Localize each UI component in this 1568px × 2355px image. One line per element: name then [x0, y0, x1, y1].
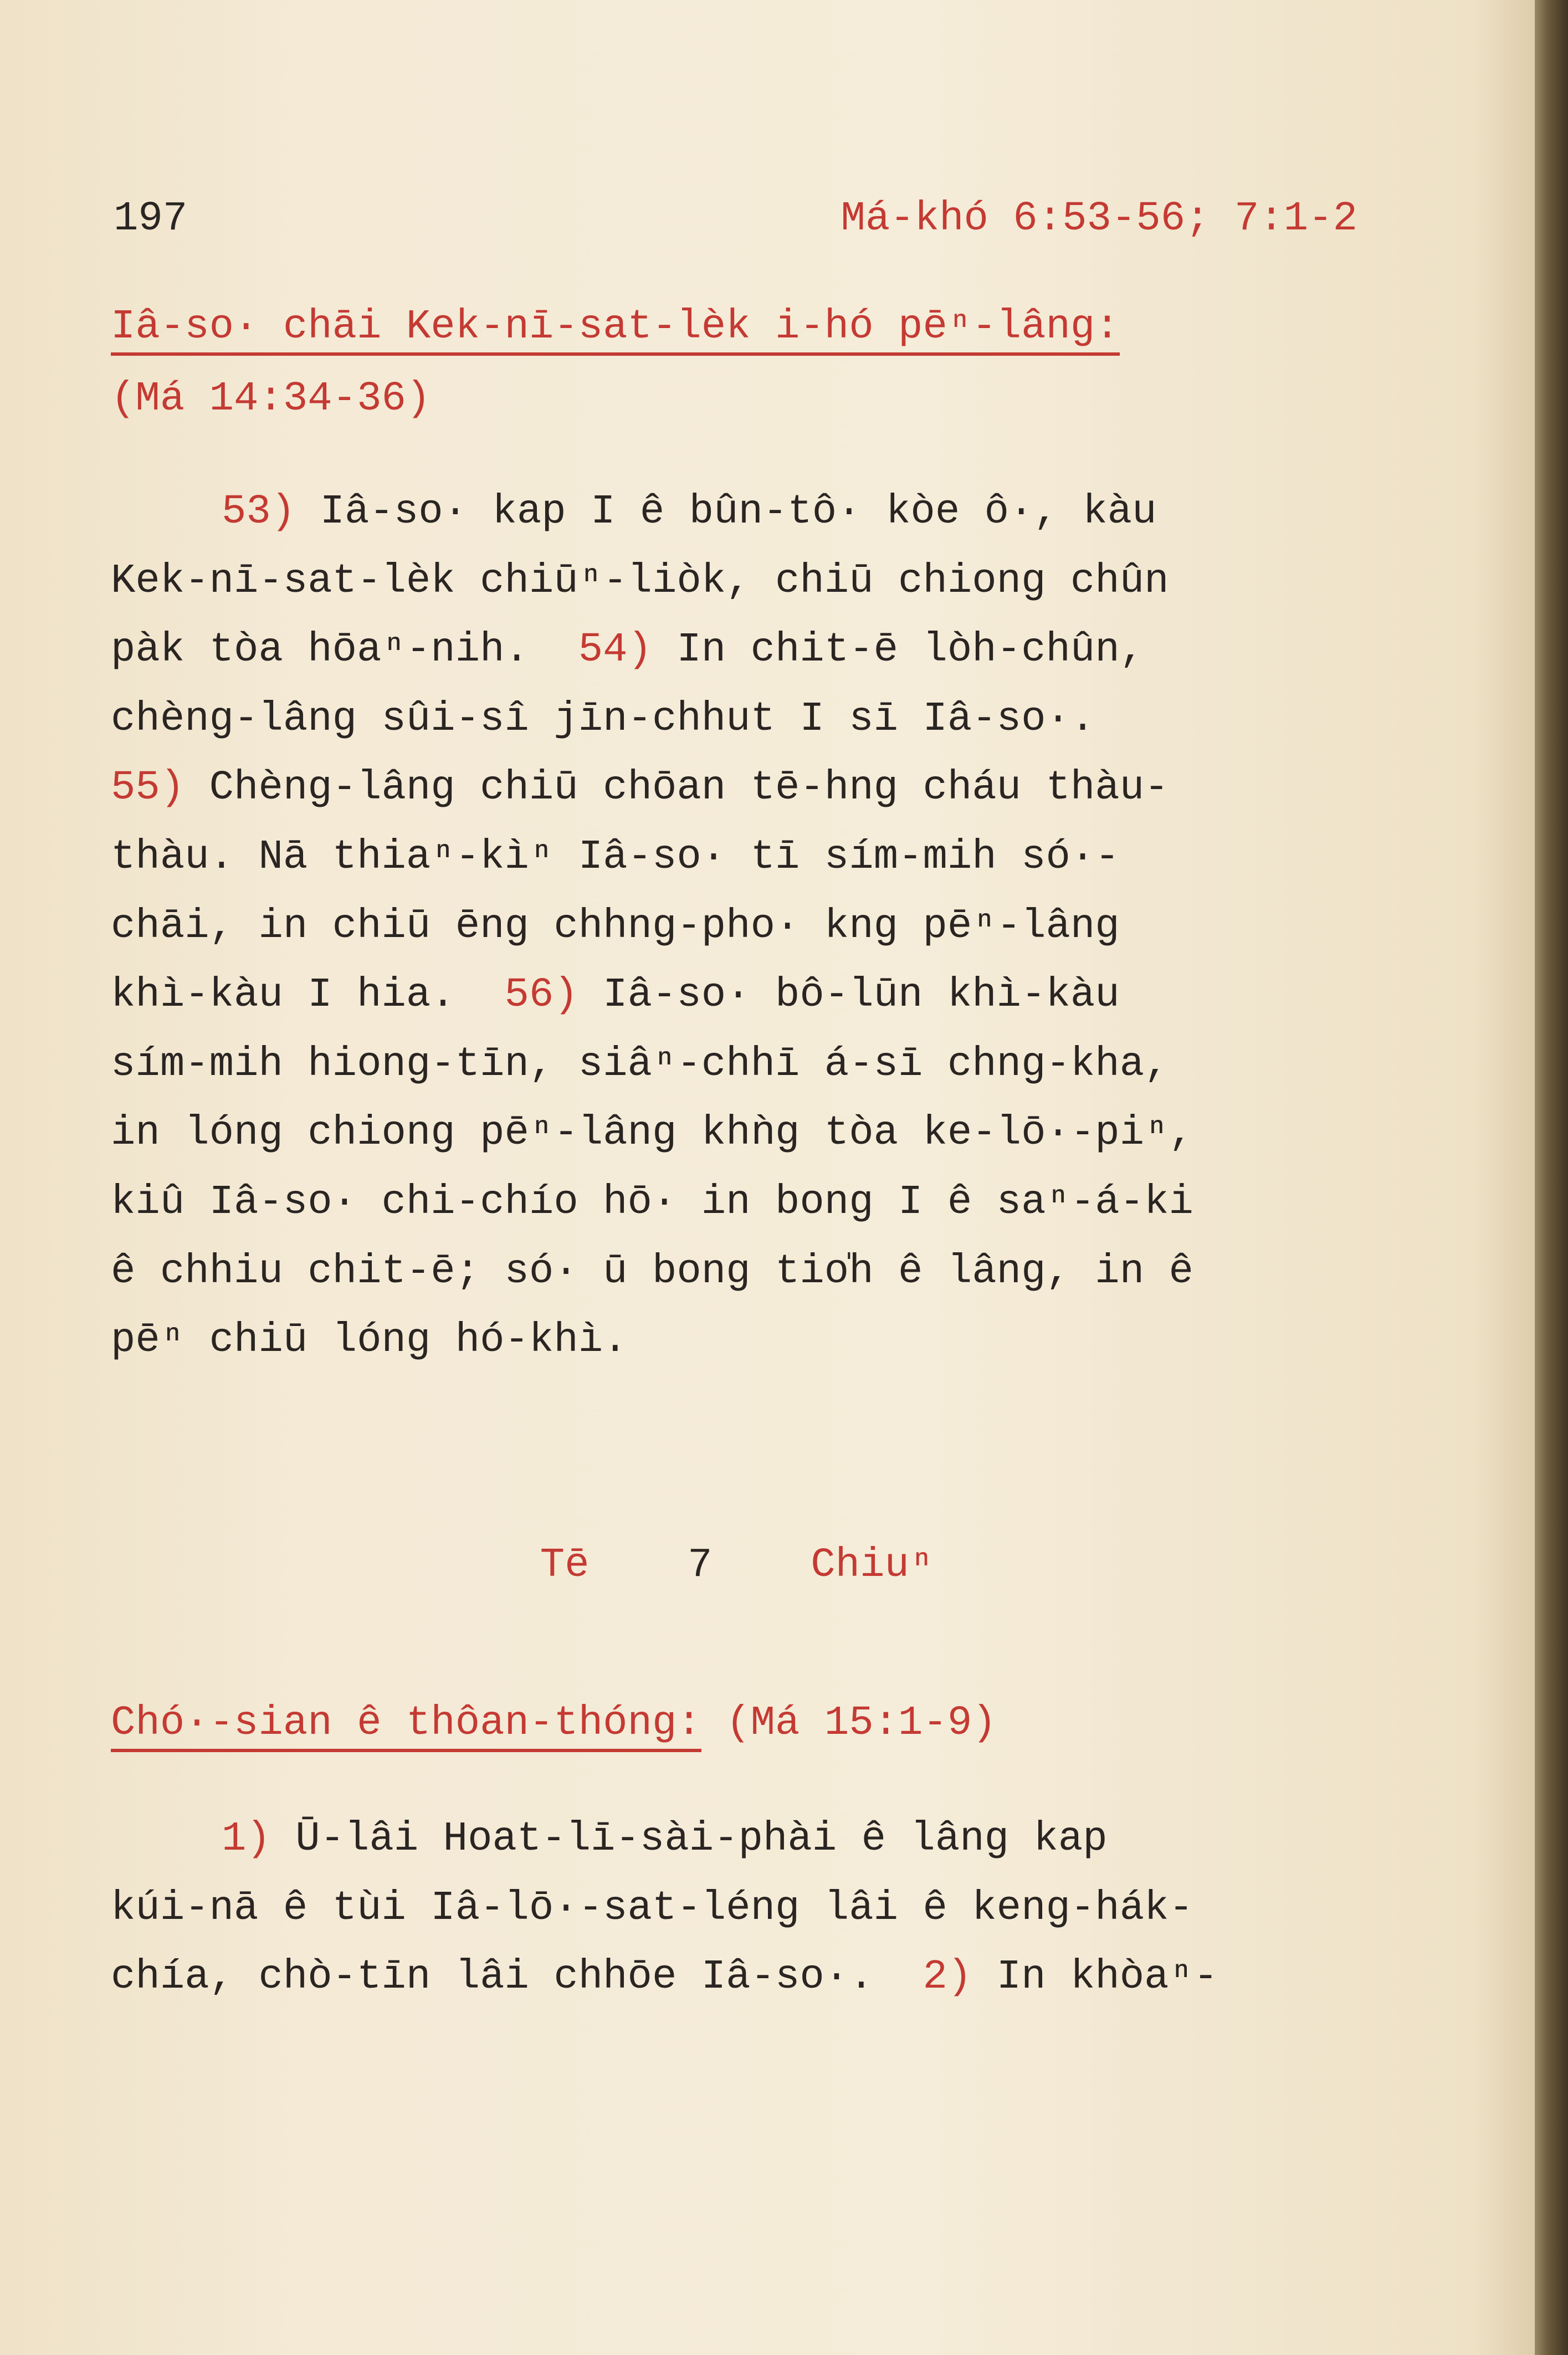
running-reference: Má-khó 6:53-56; 7:1-2 — [841, 196, 1357, 242]
chapter-heading — [111, 1529, 1363, 1601]
line-text: chèng-lâng sûi-sî jīn-chhut I sī Iâ-so·. — [111, 695, 1095, 743]
section-crossref-2: (Má 15:1-9) — [701, 1700, 997, 1747]
text-line — [111, 478, 1363, 547]
line-text: kúi-nā ê tùi Iâ-lō·-sat-léng lâi ê keng-hák- — [111, 1885, 1193, 1932]
text-line — [111, 1943, 1363, 2012]
text-line — [111, 547, 1363, 616]
verse-number: 55) — [111, 765, 185, 812]
section-crossref-1: (Má 14:34-36) — [111, 376, 431, 422]
text-line — [111, 892, 1363, 961]
line-text: thàu. Nā thiaⁿ-kìⁿ Iâ-so· tī sím-mih só·- — [111, 833, 1120, 880]
line-text: pēⁿ chiū lóng hó-khì. — [111, 1317, 628, 1364]
text-line — [111, 1099, 1363, 1168]
section-title-1: Iâ-so· chāi Kek-nī-sat-lèk i-hó pēⁿ-lâng: — [111, 304, 1120, 356]
text-line — [111, 1237, 1363, 1307]
text-line — [111, 685, 1363, 754]
section-heading-1 — [111, 291, 1357, 435]
line-text: In khòaⁿ- — [972, 1954, 1218, 2001]
text-line — [111, 754, 1363, 823]
line-text: Ū-lâi Hoat-lī-sài-phài ê lâng kap — [270, 1816, 1108, 1862]
line-text: Chèng-lâng chiū chōan tē-hng cháu thàu- — [185, 765, 1169, 812]
line-text: pàk tòa hōaⁿ-nih. — [111, 627, 578, 674]
line-text: khì-kàu I hia. — [111, 972, 505, 1019]
line-text: Iâ-so· kap I ê bûn-tô· kòe ô·, kàu — [295, 489, 1157, 535]
line-text: in lóng chiong pēⁿ-lâng khǹg tòa ke-lō·-piⁿ, — [111, 1110, 1193, 1157]
paragraph-2 — [111, 1805, 1363, 2012]
chapter-suffix: Chiuⁿ — [811, 1542, 934, 1589]
line-text: chāi, in chiū ēng chhng-pho· kng pēⁿ-lâng — [111, 903, 1120, 950]
text-line — [111, 1805, 1363, 1874]
text-line — [111, 823, 1363, 892]
text-line — [111, 1030, 1363, 1099]
paragraph-1 — [111, 478, 1363, 1375]
verse-number: 2) — [923, 1954, 972, 2001]
text-line — [111, 1306, 1363, 1375]
line-text: chía, chò-tīn lâi chhōe Iâ-so·. — [111, 1954, 923, 2001]
line-text: Iâ-so· bô-lūn khì-kàu — [578, 972, 1120, 1019]
text-line — [111, 961, 1363, 1030]
verse-number: 1) — [222, 1816, 271, 1862]
chapter-prefix: Tē — [540, 1542, 590, 1589]
page-number: 197 — [114, 196, 188, 242]
text-line — [111, 1874, 1363, 1943]
line-text: kiû Iâ-so· chi-chío hō· in bong I ê saⁿ-á-ki — [111, 1179, 1193, 1226]
text-line — [111, 616, 1363, 685]
text-line — [111, 1168, 1363, 1237]
line-text: ê chhiu chit-ē; só· ū bong tio̍h ê lâng, in ê — [111, 1248, 1193, 1295]
verse-number: 53) — [222, 489, 296, 535]
page-edge — [1535, 0, 1568, 2355]
line-text: Kek-nī-sat-lèk chiūⁿ-liòk, chiū chiong chûn — [111, 557, 1169, 605]
chapter-number: 7 — [688, 1542, 713, 1589]
section-title-2: Chó·-sian ê thôan-thóng: — [111, 1700, 701, 1752]
section-heading-2 — [111, 1687, 1357, 1759]
line-text: In chit-ē lòh-chûn, — [652, 627, 1145, 674]
running-header — [114, 194, 1357, 244]
verse-number: 56) — [504, 972, 578, 1019]
verse-number: 54) — [578, 627, 652, 674]
line-text: sím-mih hiong-tīn, siâⁿ-chhī á-sī chng-kha, — [111, 1041, 1169, 1088]
